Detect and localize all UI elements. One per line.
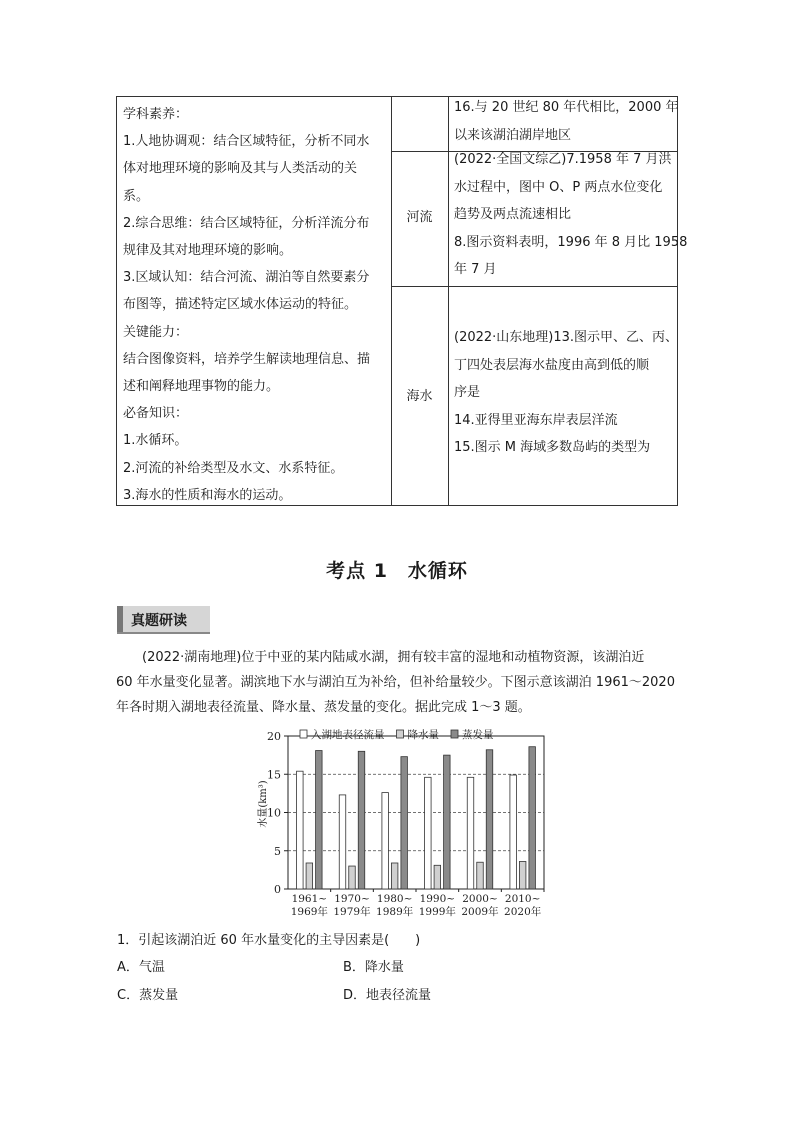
x-tick-label: 1999年 (418, 906, 456, 918)
option-a[interactable]: A．气温 (117, 960, 165, 975)
y-tick-label: 20 (267, 730, 281, 743)
bar-evaporation (401, 757, 408, 889)
bar-precipitation (391, 863, 398, 889)
y-tick-label: 5 (274, 844, 281, 858)
x-tick-label: 1969年 (290, 906, 328, 918)
bar-precipitation (477, 862, 484, 889)
x-tick-label: 1989年 (376, 906, 414, 918)
legend-label: 降水量 (407, 729, 439, 741)
legend-swatch (300, 730, 307, 738)
competency-column (117, 97, 392, 505)
competency-line: 3.海水的性质和海水的运动。 (123, 487, 292, 503)
x-tick-label: 1990~ (419, 893, 456, 905)
option-c[interactable]: C．蒸发量 (117, 988, 179, 1003)
competency-line: 关键能力： (123, 324, 189, 340)
competency-line: 2.河流的补给类型及水文、水系特征。 (123, 460, 344, 476)
legend-label: 入湖地表径流量 (311, 729, 385, 741)
row1-text: 16.与 20 世纪 80 年代相比，2000 年 以来该湖泊湖岸地区 (454, 100, 679, 143)
bar-runoff (510, 775, 516, 889)
section-tag-label: 真题研读 (131, 613, 187, 629)
competency-line: 3.区域认知：结合河流、湖泊等自然要素分 (123, 270, 370, 286)
bar-precipitation (306, 863, 312, 889)
y-tick-label: 10 (267, 806, 281, 820)
competency-line: 结合图像资料，培养学生解读地理信息、描 (123, 351, 371, 367)
bar-runoff (467, 777, 474, 889)
y-tick-label: 15 (267, 768, 281, 782)
option-b[interactable]: B．降水量 (343, 960, 404, 975)
competency-line: 布图等，描述特定区域水体运动的特征。 (123, 297, 358, 313)
x-tick-label: 2020年 (504, 906, 542, 918)
intro-paragraph: (2022·湖南地理)位于中亚的某内陆咸水湖，拥有较丰富的湿地和动植物资源，该湖泊近 60 年水量变化显著。湖滨地下水与湖泊互为补给，但补给量较少。下图示意该湖泊 1961～2020 年各时期入湖地表径流量、降水量、蒸发量的变化。据此完成 1～3 题。 (116, 650, 675, 715)
x-tick-label: 1961~ (291, 893, 328, 905)
bar-evaporation (358, 751, 365, 889)
competency-line: 必备知识： (123, 406, 189, 422)
option-d[interactable]: D．地表径流量 (343, 988, 432, 1003)
competency-line: 1.人地协调观：结合区域特征，分析不同水 (123, 134, 370, 150)
bar-evaporation (444, 755, 451, 889)
bar-evaporation (529, 747, 536, 889)
x-tick-label: 2010~ (504, 893, 541, 905)
bar-precipitation (349, 866, 356, 889)
section-tag (117, 606, 210, 634)
bar-runoff (339, 795, 346, 889)
legend-label: 蒸发量 (462, 729, 494, 741)
competency-line: 述和阐释地理事物的能力。 (123, 379, 280, 395)
row2-text: (2022·全国文综乙)7.1958 年 7 月洪 水过程中，图中 O、P 两点水位变化 趋势及两点流速相比 8.图示资料表明，1996 年 8 月比 1958 年 7 月 (454, 152, 688, 277)
row-label-river: 河流 (406, 210, 433, 225)
x-tick-label: 1970~ (334, 893, 370, 905)
x-tick-label: 2009年 (461, 906, 499, 918)
bar-runoff (425, 777, 432, 889)
legend-swatch (397, 730, 404, 738)
competency-line: 2.综合思维：结合区域特征，分析洋流分布 (123, 215, 370, 231)
legend-swatch (451, 730, 458, 738)
row-label-sea: 海水 (406, 389, 433, 404)
bar-precipitation (519, 861, 526, 889)
bar-evaporation (486, 750, 493, 889)
category-column (392, 97, 449, 505)
question-stem: 1．引起该湖泊近 60 年水量变化的主导因素是( ) (117, 933, 421, 948)
bar-runoff (297, 771, 304, 889)
competency-line: 规律及其对地理环境的影响。 (123, 243, 293, 259)
x-tick-label: 2000~ (462, 893, 498, 905)
x-tick-label: 1980~ (376, 893, 413, 905)
row3-text: (2022·山东地理)13.图示甲、乙、丙、 丁四处表层海水盐度由高到低的顺 序是 14.亚得里亚海东岸表层洋流 15.图示 M 海域多数岛屿的类型为 (454, 330, 679, 455)
y-tick-label: 0 (274, 883, 281, 896)
water-volume-chart (248, 726, 548, 921)
bar-runoff (382, 793, 389, 889)
bar-precipitation (434, 865, 441, 889)
section-heading: 考点 1 水循环 (326, 560, 468, 582)
competency-line: 学科素养： (123, 107, 189, 122)
y-axis-label: 水量(km³) (258, 780, 269, 828)
bar-evaporation (316, 751, 323, 889)
competency-line: 1.水循环。 (123, 433, 188, 449)
competency-line: 体对地理环境的影响及其与人类活动的关 (123, 161, 358, 177)
competency-line: 系。 (123, 188, 150, 204)
x-tick-label: 1979年 (333, 906, 371, 918)
